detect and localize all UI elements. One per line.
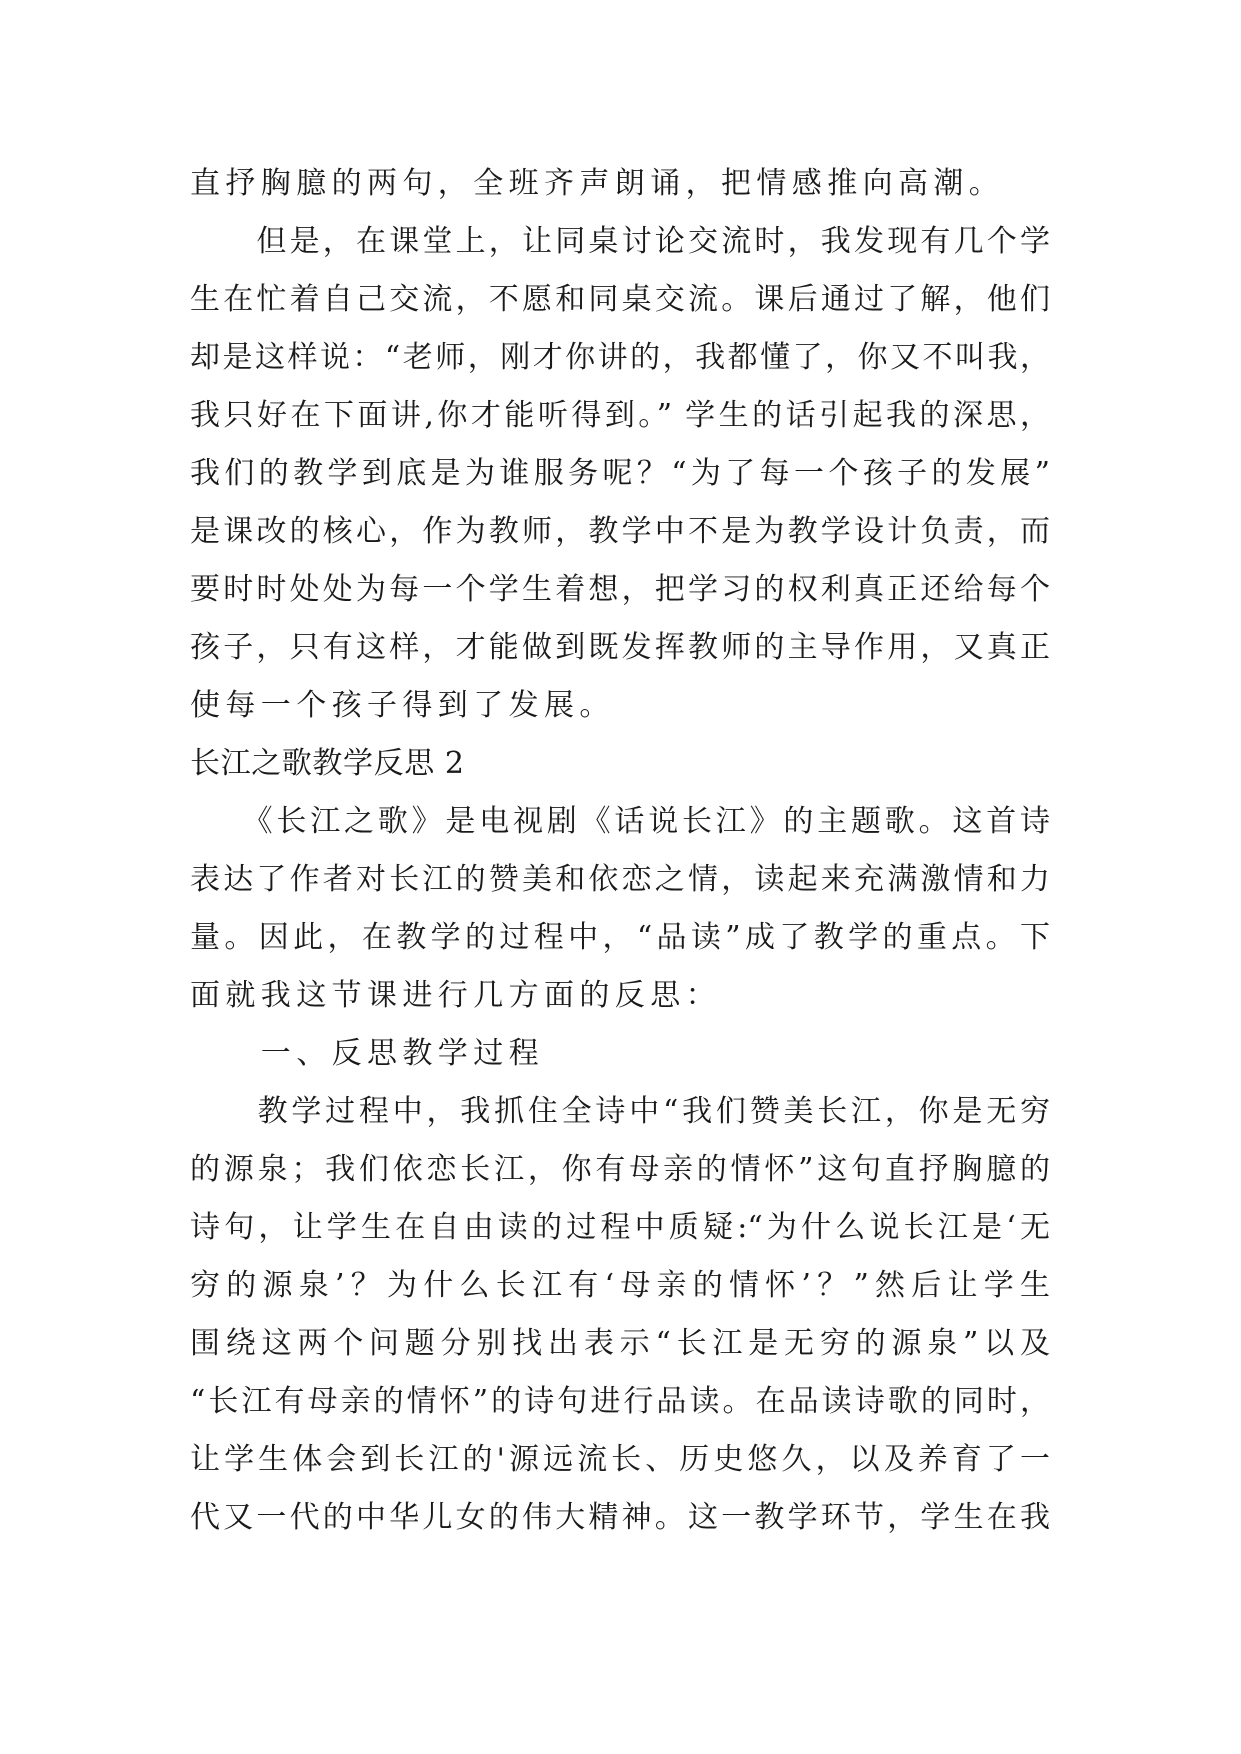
section-heading: 长江之歌教学反思 2 — [190, 746, 465, 781]
text-line: 使每一个孩子得到了发展。 — [190, 688, 615, 723]
text-line: 面就我这节课进行几方面的反思： — [190, 978, 721, 1013]
text-line: 我只好在下面讲,你才能听得到。” 学生的话引起我的深思， — [190, 398, 1050, 433]
text-line: 围绕这两个问题分别找出表示“长江是无穷的源泉”以及 — [190, 1326, 1050, 1361]
text-line: 我们的教学到底是为谁服务呢？“为了每一个孩子的发展” — [190, 456, 1050, 491]
text-line: 孩子，只有这样，才能做到既发挥教师的主导作用，又真正 — [190, 630, 1050, 665]
text-line: 《长江之歌》是电视剧《话说长江》的主题歌。这首诗 — [190, 804, 1050, 839]
text-line: 直抒胸臆的两句，全班齐声朗诵，把情感推向高潮。 — [190, 166, 1005, 201]
text-line: 代又一代的中华儿女的伟大精神。这一教学环节，学生在我 — [190, 1500, 1050, 1535]
text-line: 让学生体会到长江的'源远流长、历史悠久，以及养育了一 — [190, 1442, 1050, 1477]
text-line: 是课改的核心，作为教师，教学中不是为教学设计负责，而 — [190, 514, 1050, 549]
text-line: 生在忙着自己交流，不愿和同桌交流。课后通过了解，他们 — [190, 282, 1050, 317]
text-line: “长江有母亲的情怀”的诗句进行品读。在品读诗歌的同时， — [190, 1384, 1050, 1419]
text-line: 要时时处处为每一个学生着想，把学习的权利真正还给每个 — [190, 572, 1050, 607]
text-line: 教学过程中，我抓住全诗中“我们赞美长江，你是无穷 — [190, 1094, 1050, 1129]
text-line: 但是，在课堂上，让同桌讨论交流时，我发现有几个学 — [190, 224, 1050, 259]
text-line: 却是这样说：“老师，刚才你讲的，我都懂了，你又不叫我， — [190, 340, 1050, 375]
text-line: 诗句，让学生在自由读的过程中质疑:“为什么说长江是‘无 — [190, 1210, 1050, 1245]
text-line: 表达了作者对长江的赞美和依恋之情，读起来充满激情和力 — [190, 862, 1050, 897]
text-line: 的源泉；我们依恋长江，你有母亲的情怀”这句直抒胸臆的 — [190, 1152, 1050, 1187]
subheading-line: 一、反思教学过程 — [190, 1036, 544, 1071]
text-line: 量。因此，在教学的过程中，“品读”成了教学的重点。下 — [190, 920, 1050, 955]
text-line: 穷的源泉’？为什么长江有‘母亲的情怀’？”然后让学生 — [190, 1268, 1050, 1303]
